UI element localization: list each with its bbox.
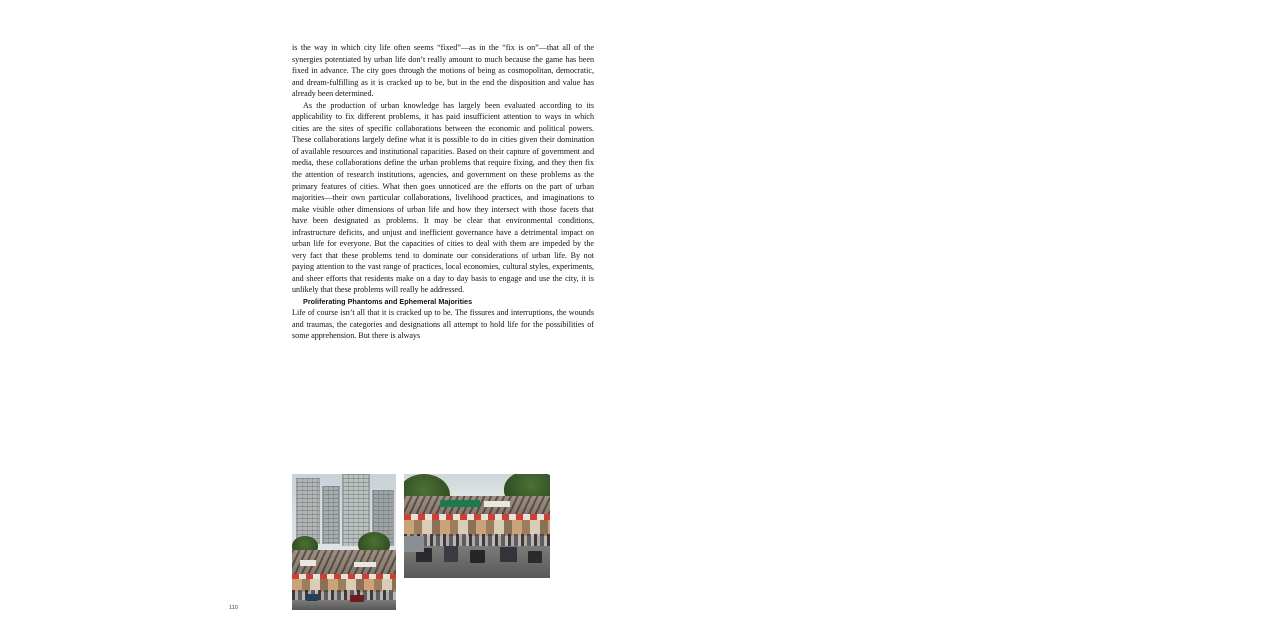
photo-high-rise-and-kampung bbox=[292, 474, 396, 610]
paragraph: is the way in which city life often seems “fixed”—as in the “fix is on”—that all of the synergies potentiated by urban life don’t really amount to much because the game has been fixed in advance. The city goes through the motions of being as cosmopolitan, democratic, and dream-fulfilling as it is cracked up to be, but in the end the disposition and value has already been determined. bbox=[292, 43, 594, 99]
left-page-text-column bbox=[292, 42, 594, 342]
photo-street-with-motorbikes bbox=[404, 474, 550, 578]
page-number-left: 110 bbox=[229, 605, 239, 611]
section-subheading: Proliferating Phantoms and Ephemeral Majorities bbox=[303, 297, 473, 307]
paragraph: As the production of urban knowledge has largely been evaluated according to its applicability to fix different problems, it has paid insufficient attention to ways in which cities are the sites of specific collaborations between the economic and political powers. These collaborations largely define what it is possible to do in cities given their domination of available resources and institutional capacities. Based on their capture of government and media, these collaborations define the urban problems that require fixing, and they then fix the attention of research institutions, agencies, and government on these problems as the primary features of cities. What then goes unnoticed are the efforts on the part of urban majorities—their own particular collaborations, livelihood practices, and imaginations to make visible other dimensions of urban life and how they intersect with those facets that have been designated as problems. It may be clear that environmental conditions, infrastructure deficits, and unjust and inefficient governance have a detrimental impact on urban life for everyone. But the capacities of cities to deal with them are impeded by the very fact that these problems tend to dominate our considerations of urban life. By not paying attention to the vast range of practices, local economies, cultural styles, experiments, and sheer efforts that residents make on a day to day basis to engage and use the city, it is unlikely that these problems will really be addressed. bbox=[292, 100, 594, 295]
right-page bbox=[640, 0, 1280, 640]
paragraph: Life of course isn’t all that it is cracked up to be. The fissures and interruptions, the wounds and traumas, the categories and designations all attempt to hold life for the possibilities of some apprehension. But there is always bbox=[292, 308, 594, 341]
